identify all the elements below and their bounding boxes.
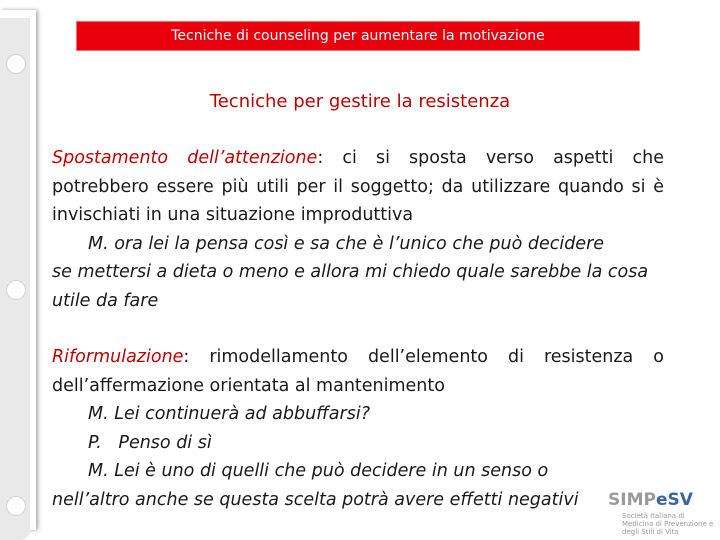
section1-paragraph: [52, 144, 664, 230]
simpesv-logo: [608, 490, 714, 536]
dialogue-line: M. Lei continuerà ad abbuffarsi?: [88, 404, 370, 424]
decor-circle-middle: [6, 280, 26, 300]
decor-circle-top: [6, 54, 26, 74]
dialogue-tail: nell’altro anche se questa scelta potrà avere effetti negativi: [52, 489, 579, 510]
section2-definition: : rimodellamento dell’elemento di resistenza o dell’affermazione orientata al mantenimento: [52, 347, 664, 396]
section1-example-line2: se mettersi a dieta o meno e allora mi chiedo quale sarebbe la cosa utile da fare: [52, 262, 649, 311]
slide-subtitle: Tecniche per gestire la resistenza: [209, 91, 511, 112]
logo-name-part1: SIMP: [608, 490, 656, 510]
logo-name-part2: eSV: [655, 490, 693, 510]
header-title: Tecniche di counseling per aumentare la motivazione: [171, 28, 545, 44]
section2-term: Riformulazione: [52, 347, 184, 367]
dialogue-line: M. Lei è uno di quelli che può decidere in un senso o: [88, 461, 549, 481]
logo-subtitle: Società Italiana di Medicina di Prevenzione e degli Stili di Vita: [622, 512, 714, 536]
dialogue-line: P. Penso di sì: [88, 432, 212, 453]
header-banner: [76, 21, 640, 51]
logo-wordmark: [608, 490, 693, 510]
section1-definition: : ci si sposta verso aspetti che potrebbero essere più utili per il soggetto; da utilizzare quando si è invischiati in una situazione improduttiva: [52, 148, 664, 225]
section-gap: [52, 315, 664, 343]
section1-term: Spostamento dell’attenzione: [52, 148, 318, 168]
section1-example-line1: M. ora lei la pensa così e sa che è l’unico che può decidere: [88, 233, 605, 254]
slide-content: [52, 144, 664, 514]
left-decor-bar: [0, 10, 36, 530]
decor-circle-bottom: [6, 496, 26, 516]
section2-paragraph: [52, 343, 664, 400]
